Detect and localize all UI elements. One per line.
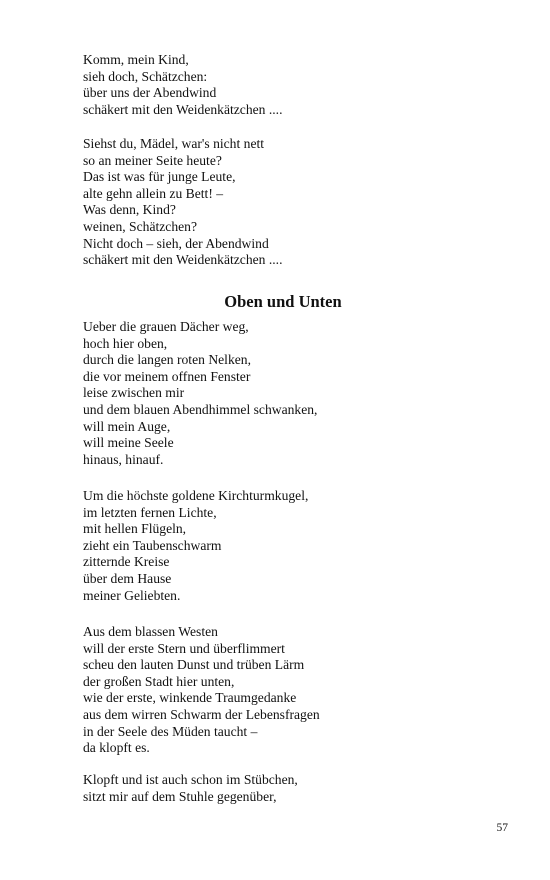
verse-line: hoch hier oben, [83, 335, 168, 351]
verse-line: Ueber die grauen Dächer weg, [83, 319, 249, 334]
verse-line: Aus dem blassen Westen [83, 624, 218, 639]
stanza [83, 772, 483, 805]
verse-line: Das ist was für junge Leute, [83, 169, 236, 185]
verse-line: Was denn, Kind? [83, 202, 176, 218]
verse-line: schäkert mit den Weidenkätzchen .... [83, 252, 283, 268]
verse-line: der großen Stadt hier unten, [83, 673, 235, 689]
verse-line: über uns der Abendwind [83, 85, 217, 101]
verse-line: wie der erste, winkende Traumgedanke [83, 690, 297, 706]
verse-line: mit hellen Flügeln, [83, 521, 187, 537]
verse-line: will mein Auge, [83, 418, 171, 434]
stanza [83, 624, 483, 757]
verse-line: Um die höchste goldene Kirchturmkugel, [83, 488, 309, 503]
verse-line: aus dem wirren Schwarm der Lebensfragen [83, 706, 320, 722]
verse-line: so an meiner Seite heute? [83, 152, 222, 168]
verse-line: Klopft und ist auch schon im Stübchen, [83, 772, 298, 787]
verse-line: leise zwischen mir [83, 385, 185, 401]
verse-line: sieh doch, Schätzchen: [83, 68, 208, 84]
verse-line: weinen, Schätzchen? [83, 218, 197, 234]
verse-line: alte gehn allein zu Bett! – [83, 185, 224, 201]
verse-line: Komm, mein Kind, [83, 52, 189, 67]
verse-line: durch die langen roten Nelken, [83, 352, 251, 368]
verse-line: da klopft es. [83, 740, 150, 756]
verse-line: im letzten fernen Lichte, [83, 504, 217, 520]
poem-title: Oben und Unten [224, 292, 342, 311]
verse-line: meiner Geliebten. [83, 587, 181, 603]
stanza [83, 488, 483, 604]
stanza [83, 52, 483, 118]
verse-line: Siehst du, Mädel, war's nicht nett [83, 136, 265, 151]
verse-line: schäkert mit den Weidenkätzchen .... [83, 101, 283, 117]
verse-line: sitzt mir auf dem Stuhle gegenüber, [83, 788, 277, 804]
verse-line: über dem Hause [83, 570, 172, 586]
verse-line: in der Seele des Müden taucht – [83, 723, 258, 739]
verse-line: will meine Seele [83, 435, 174, 451]
verse-line: und dem blauen Abendhimmel schwanken, [83, 401, 318, 417]
verse-line: scheu den lauten Dunst und trüben Lärm [83, 657, 305, 673]
verse-line: zitternde Kreise [83, 554, 170, 570]
verse-line: Nicht doch – sieh, der Abendwind [83, 235, 269, 251]
verse-line: zieht ein Taubenschwarm [83, 537, 222, 553]
page-number: 57 [496, 822, 508, 834]
stanza [83, 136, 483, 269]
verse-line: will der erste Stern und überflimmert [83, 640, 285, 656]
verse-line: hinaus, hinauf. [83, 451, 164, 467]
verse-line: die vor meinem offnen Fenster [83, 368, 251, 384]
stanza [83, 319, 483, 468]
